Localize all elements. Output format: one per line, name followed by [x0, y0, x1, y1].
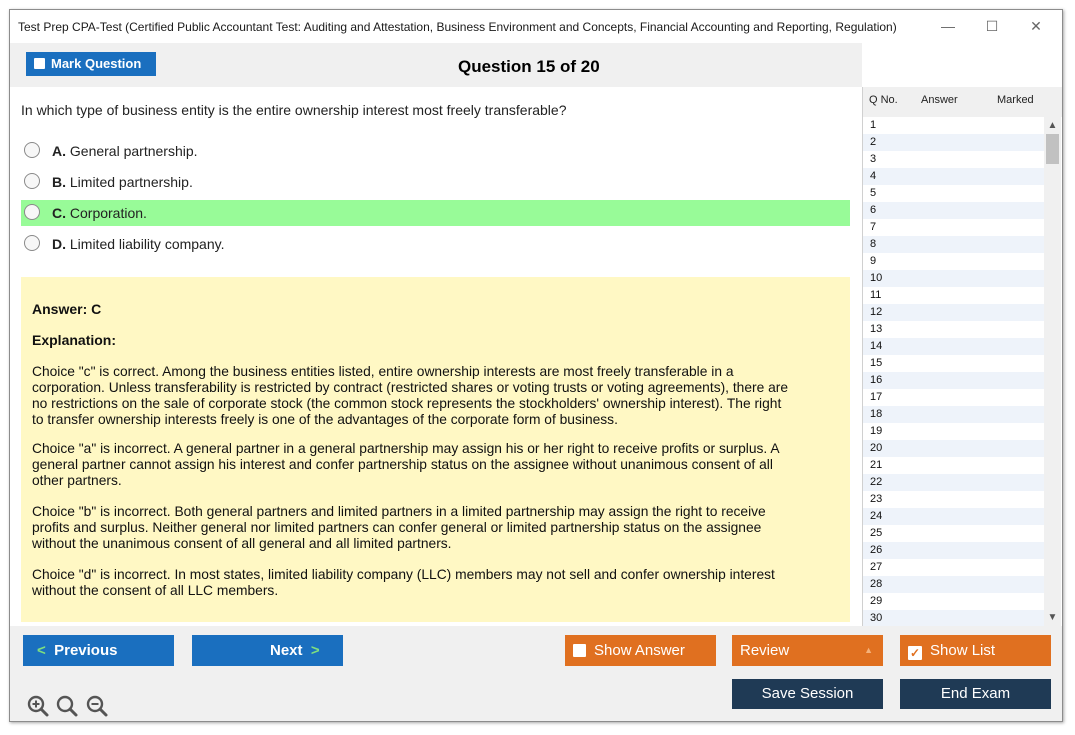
option-a[interactable] [21, 138, 850, 164]
question-list-row[interactable]: 26 [863, 542, 1044, 559]
radio-icon[interactable] [24, 142, 40, 158]
explanation-line: Choice "c" is correct. Among the business entities listed, entire ownership interests are most freely transferable in a [32, 364, 734, 379]
option-letter: D. [52, 236, 66, 252]
question-list-row[interactable]: 8 [863, 236, 1044, 253]
column-answer[interactable]: Answer [921, 94, 958, 106]
checked-checkbox-icon: ✓ [909, 646, 921, 660]
question-list-row[interactable]: 25 [870, 527, 883, 539]
question-list [863, 117, 1044, 627]
checkbox-icon [573, 644, 586, 657]
window-title: Test Prep CPA-Test (Certified Public Accountant Test: Auditing and Attestation, Business Environment and Concepts, Financial Accounting and Reporting, Regulation) [18, 20, 897, 34]
question-list-row[interactable]: 11 [870, 289, 882, 301]
question-list-panel [862, 87, 1063, 626]
answer-explanation-panel [21, 277, 850, 622]
save-session-button[interactable]: Save Session [732, 679, 883, 709]
explanation-paragraph [32, 567, 842, 599]
explanation-label: Explanation: [32, 332, 117, 348]
question-list-row[interactable]: 13 [870, 323, 883, 335]
title-bar [10, 10, 1062, 43]
chevron-right-icon: > [310, 642, 320, 659]
question-counter: Question 15 of 20 [458, 57, 600, 76]
app-window [9, 9, 1063, 722]
question-list-row[interactable]: 2 [863, 134, 1044, 151]
chevron-left-icon: < [37, 642, 46, 659]
option-c[interactable] [21, 200, 850, 226]
previous-label: Previous [54, 642, 118, 659]
question-list-row[interactable]: 23 [870, 493, 883, 505]
checkbox-icon [34, 58, 45, 69]
question-list-row[interactable]: 3 [870, 153, 877, 165]
mark-question-button[interactable] [26, 52, 156, 76]
question-list-row[interactable]: 10 [863, 270, 1044, 287]
question-list-header [863, 87, 1063, 117]
scroll-thumb[interactable] [1046, 134, 1059, 164]
question-list-scrollbar[interactable] [1044, 117, 1061, 626]
option-letter: B. [52, 174, 66, 190]
zoom-out-icon[interactable] [85, 694, 109, 718]
explanation-line: corporation. Unless transferability is restricted by contract (restricted shares or voting trusts or voting agreements), there are [32, 380, 789, 395]
option-label: Corporation. [69, 205, 147, 221]
question-list-row[interactable]: 20 [863, 440, 1044, 457]
review-dropdown[interactable] [732, 635, 883, 666]
explanation-paragraph [32, 441, 842, 489]
show-list-label: Show List [930, 642, 996, 659]
zoom-reset-icon[interactable] [55, 694, 79, 718]
explanation-line: other partners. [32, 473, 122, 488]
option-letter: C. [52, 205, 66, 221]
explanation-line: general partner cannot assign his interest and confer partnership status on the assignee without unanimous consent of all [32, 457, 773, 472]
dropdown-arrow-icon: ▲ [864, 645, 873, 655]
radio-icon[interactable] [24, 204, 40, 220]
column-marked[interactable]: Marked [997, 94, 1034, 106]
question-list-row[interactable]: 9 [870, 255, 877, 267]
maximize-button[interactable]: ☐ [985, 18, 999, 34]
explanation-line: to transfer ownership interests freely is one of the advantages of the corporate form of business. [32, 412, 618, 427]
question-list-row[interactable]: 18 [863, 406, 1044, 423]
option-label: Limited partnership. [69, 174, 193, 190]
option-b[interactable] [21, 169, 850, 195]
show-answer-button[interactable] [565, 635, 716, 666]
zoom-in-icon[interactable] [26, 694, 50, 718]
question-list-row[interactable]: 30 [863, 610, 1044, 627]
bottom-toolbar [10, 626, 1062, 721]
scroll-up-icon[interactable]: ▲ [1047, 120, 1058, 131]
explanation-line: without the unanimous consent of all general and all limited partners. [32, 536, 452, 551]
question-list-row[interactable]: 19 [870, 425, 883, 437]
mark-question-label: Mark Question [51, 56, 142, 71]
question-list-row[interactable]: 7 [870, 221, 877, 233]
question-list-row[interactable]: 16 [863, 372, 1044, 389]
question-list-row[interactable]: 5 [870, 187, 877, 199]
question-toolbar [10, 43, 862, 87]
question-list-row[interactable]: 27 [870, 561, 883, 573]
question-list-row[interactable]: 1 [870, 119, 877, 131]
question-list-row[interactable]: 12 [863, 304, 1044, 321]
explanation-line: Choice "d" is incorrect. In most states, limited liability company (LLC) members may not sell and confer ownership interest [32, 567, 775, 582]
show-answer-label: Show Answer [594, 642, 685, 659]
question-list-row[interactable]: 6 [863, 202, 1044, 219]
column-qno[interactable]: Q No. [869, 94, 898, 106]
previous-button[interactable] [23, 635, 174, 666]
explanation-line: without the consent of all LLC members. [32, 583, 279, 598]
close-button[interactable]: ✕ [1030, 18, 1042, 34]
scroll-down-icon[interactable]: ▼ [1047, 612, 1058, 623]
radio-icon[interactable] [24, 235, 40, 251]
minimize-button[interactable]: — [941, 18, 955, 34]
question-list-row[interactable]: 28 [863, 576, 1044, 593]
question-list-row[interactable]: 22 [863, 474, 1044, 491]
next-label: Next [270, 642, 303, 659]
radio-icon[interactable] [24, 173, 40, 189]
question-list-row[interactable]: 4 [863, 168, 1044, 185]
next-button[interactable] [192, 635, 343, 666]
explanation-line: no restrictions on the sale of corporate stock (the common stock represents the stockholders' ownership interest). The right [32, 396, 782, 411]
end-exam-button[interactable]: End Exam [900, 679, 1051, 709]
question-list-row[interactable]: 14 [863, 338, 1044, 355]
explanation-paragraph [32, 504, 842, 552]
option-letter: A. [52, 143, 66, 159]
question-text: In which type of business entity is the entire ownership interest most freely transferable? [21, 102, 567, 118]
question-list-row[interactable]: 21 [870, 459, 883, 471]
explanation-line: Choice "a" is incorrect. A general partner in a general partnership may assign his or her right to receive profits or surplus. A [32, 441, 780, 456]
explanation-line: profits and surplus. Neither general nor limited partners can confer general or limited partnership status on the assignee [32, 520, 762, 535]
answer-line: Answer: C [32, 301, 102, 317]
question-list-row[interactable]: 15 [870, 357, 883, 369]
question-list-row[interactable]: 29 [870, 595, 883, 607]
option-label: General partnership. [69, 143, 198, 159]
option-d[interactable] [21, 231, 850, 257]
option-label: Limited liability company. [69, 236, 225, 252]
show-list-button[interactable] [900, 635, 1051, 666]
explanation-paragraph [32, 364, 842, 428]
question-list-row[interactable]: 24 [863, 508, 1044, 525]
review-label: Review [740, 642, 790, 659]
question-list-row[interactable]: 17 [870, 391, 883, 403]
explanation-line: Choice "b" is incorrect. Both general partners and limited partners in a limited partnership may assign the right to receive [32, 504, 766, 519]
